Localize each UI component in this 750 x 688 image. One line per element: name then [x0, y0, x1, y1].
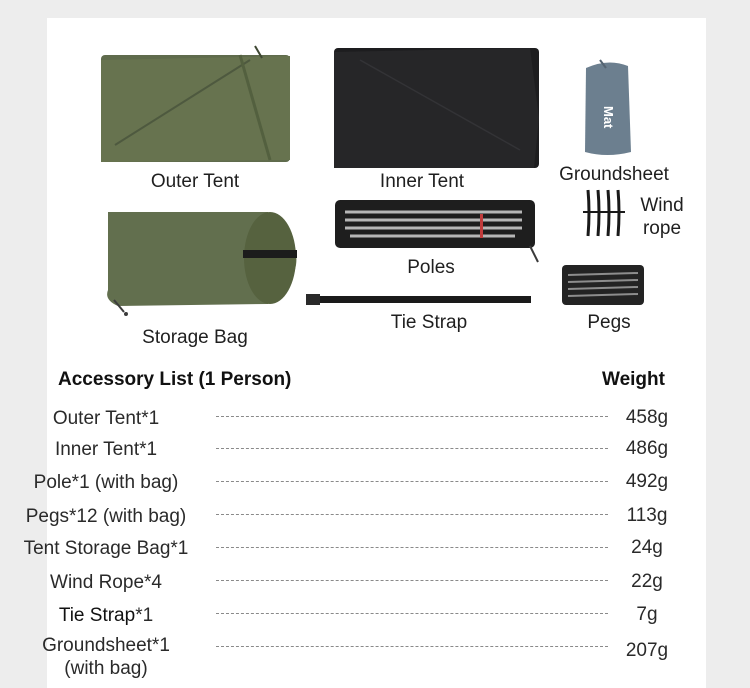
row-item-name: Inner Tent*1	[54, 439, 158, 460]
row-item-name: Tent Storage Bag*1	[23, 538, 189, 559]
outer-tent-image	[101, 46, 290, 162]
row-item-weight: 24g	[631, 537, 663, 558]
dotted-leader	[216, 416, 608, 417]
dotted-leader	[216, 481, 608, 482]
wind-rope-label-line2: rope	[642, 218, 682, 239]
accessory-list-header: Accessory List (1 Person)	[58, 369, 292, 390]
inner-tent-label: Inner Tent	[379, 171, 465, 192]
mat-logo-text: Mat	[601, 106, 616, 129]
row-item-weight: 113g	[626, 505, 668, 526]
tie-strap-image	[306, 294, 531, 305]
row-item-name: Wind Rope*4	[50, 572, 162, 593]
row-item-name-line1: Groundsheet*1	[42, 635, 170, 656]
row-item-name-rest: *1	[135, 605, 154, 626]
row-item-name	[0, 634, 212, 680]
wind-rope-image	[583, 190, 625, 236]
row-item-weight: 22g	[631, 571, 663, 592]
row-item-name	[0, 604, 212, 627]
pegs-image	[562, 265, 644, 305]
groundsheet-image	[585, 60, 631, 155]
dotted-leader	[216, 547, 608, 548]
poles-label: Poles	[407, 257, 455, 278]
groundsheet-label: Groundsheet	[559, 164, 669, 185]
row-item-name-line2: (with bag)	[64, 658, 148, 679]
wind-rope-label-line1: Wind	[640, 195, 684, 216]
row-item-weight: 7g	[636, 604, 658, 625]
row-item-weight: 207g	[625, 640, 669, 661]
dotted-leader	[216, 580, 608, 581]
inner-tent-image	[334, 48, 539, 168]
row-item-name: Pegs*12 (with bag)	[25, 506, 187, 527]
tie-strap-label: Tie Strap	[390, 312, 468, 333]
outer-tent-label: Outer Tent	[150, 171, 240, 192]
row-item-name: Pole*1 (with bag)	[33, 472, 179, 493]
dotted-leader	[216, 613, 608, 614]
pegs-label: Pegs	[587, 312, 631, 333]
row-item-weight: 486g	[625, 438, 669, 459]
row-item-name-lead: Tie Strap	[58, 605, 136, 626]
poles-image	[335, 200, 538, 262]
dotted-leader	[216, 514, 608, 515]
row-item-name: Outer Tent*1	[52, 408, 160, 429]
weight-header: Weight	[602, 369, 665, 390]
storage-bag-label: Storage Bag	[142, 327, 248, 348]
row-item-weight: 492g	[625, 471, 669, 492]
storage-bag-image	[107, 212, 297, 316]
dotted-leader	[216, 448, 608, 449]
row-item-weight: 458g	[625, 407, 669, 428]
dotted-leader	[216, 646, 608, 647]
